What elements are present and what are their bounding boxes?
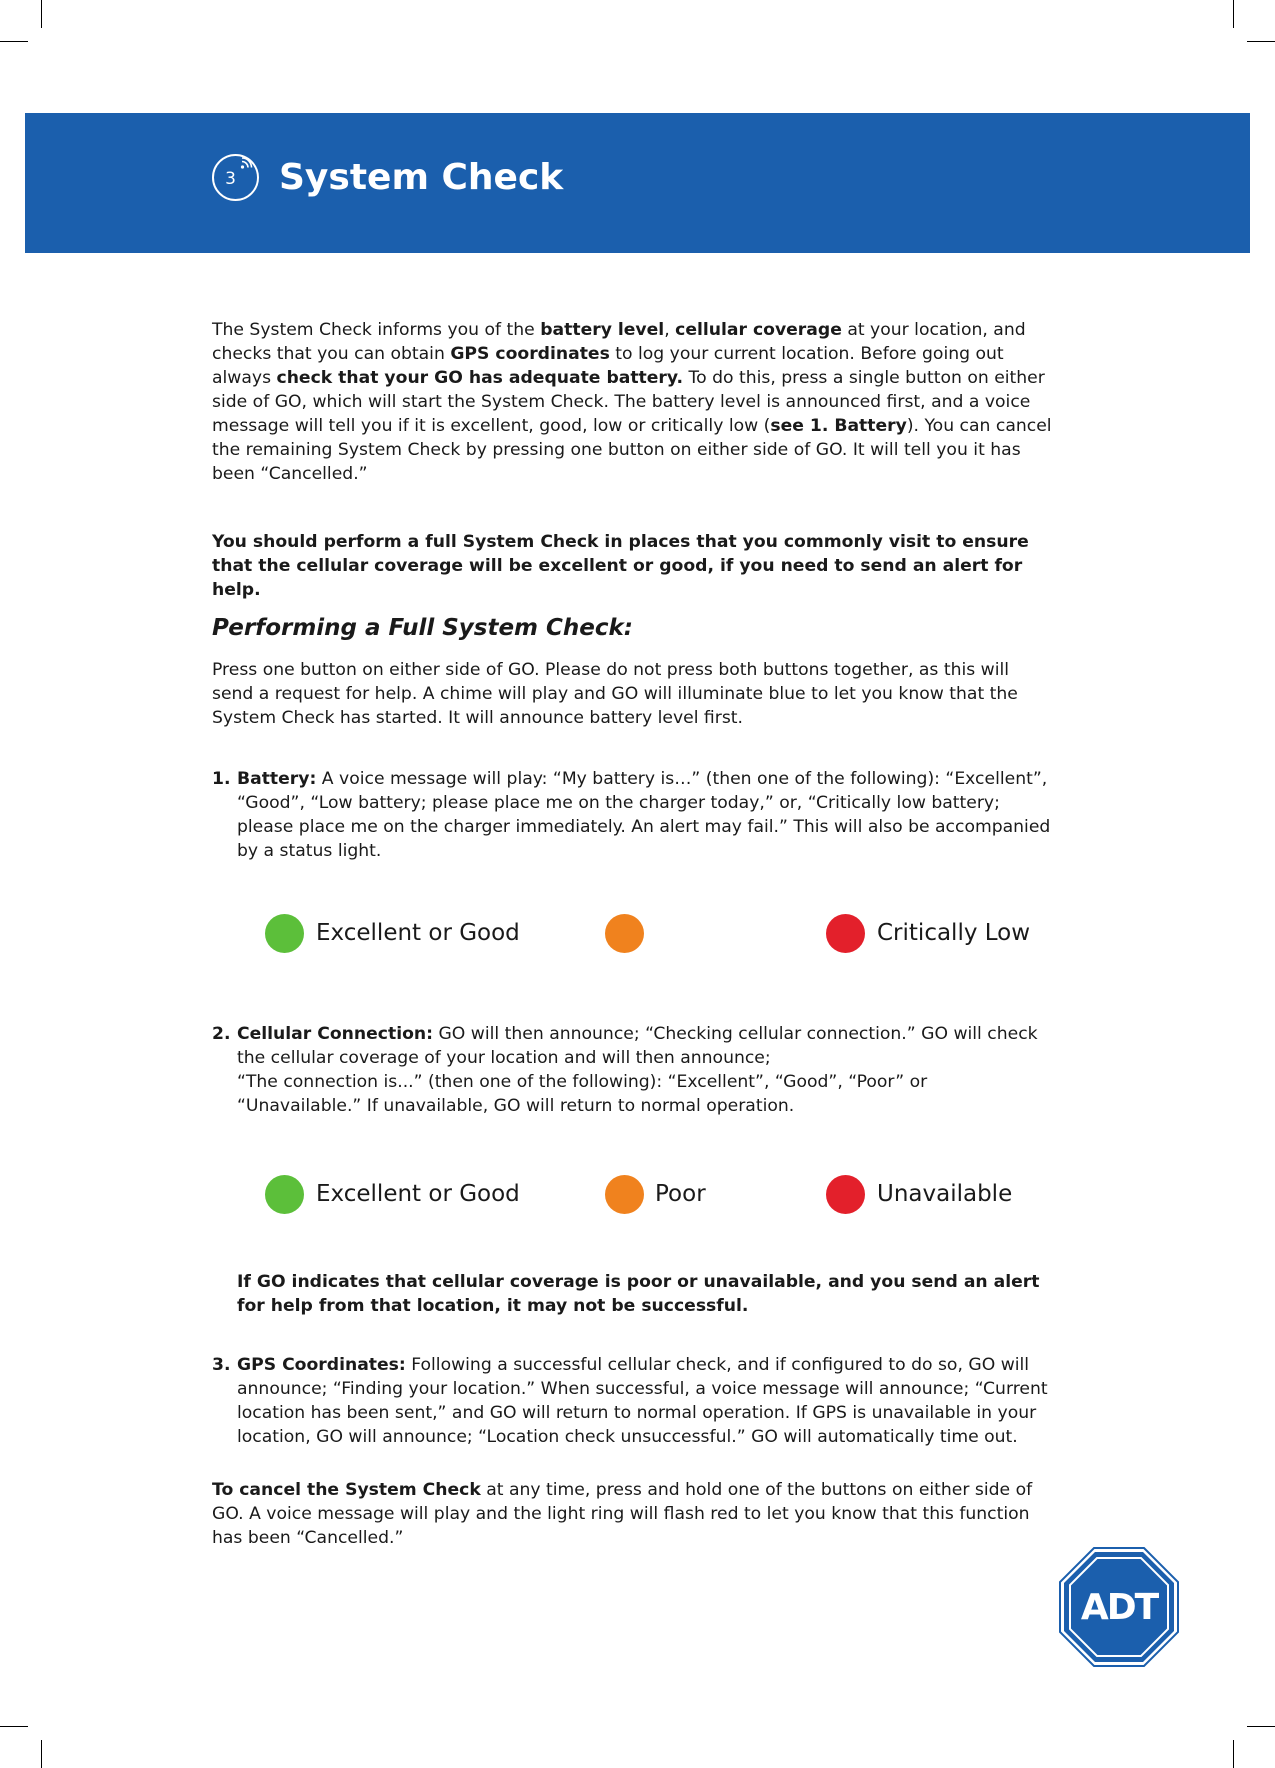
crop-mark: [41, 0, 42, 28]
press-paragraph: Press one button on either side of GO. Please do not press both buttons together, as this will send a request for help. A chime will play and GO will illuminate blue to let you know that the System Check has started. It will announce battery level first.: [212, 660, 1018, 728]
page-title: System Check: [279, 157, 564, 198]
step-number: 2.: [212, 1024, 231, 1044]
step-battery: [212, 767, 1055, 863]
crop-mark: [0, 41, 28, 42]
cancel-label: To cancel the System Check: [212, 1480, 481, 1500]
legend-label-green: Excellent or Good: [316, 920, 520, 946]
cellular-status-legend: [0, 1173, 1275, 1217]
step-label: GPS Coordinates:: [237, 1355, 406, 1375]
orange-status-light-icon: [605, 914, 644, 953]
section-subheading: Performing a Full System Check:: [212, 615, 634, 641]
step-label: Cellular Connection:: [237, 1024, 434, 1044]
legend-label-orange: Poor: [655, 1181, 706, 1207]
intro-text: at your location, and checks that you can obtain: [212, 320, 1026, 364]
crop-mark: [1247, 41, 1275, 42]
logo-text: ADT: [1080, 1587, 1158, 1628]
step-number: 3.: [212, 1355, 231, 1375]
step-text: “The connection is...” (then one of the following): “Excellent”, “Good”, “Poor” or “Unavailable.” If unavailable, GO will return to normal operation.: [237, 1072, 928, 1116]
green-status-light-icon: [265, 914, 304, 953]
intro-bold: see 1. Battery: [770, 416, 907, 436]
step-number-icon: [211, 153, 260, 202]
intro-text: To do this, press a single button on either side of GO, which will start the System Check. The battery level is announced first, and a voice message will tell you if it is excellent, good, low or critically low (: [212, 368, 1045, 436]
intro-text: ,: [664, 320, 676, 340]
red-status-light-icon: [826, 914, 865, 953]
crop-mark: [0, 1726, 28, 1727]
coverage-warning: If GO indicates that cellular coverage is poor or unavailable, and you send an alert for help from that location, it may not be successful.: [237, 1272, 1040, 1316]
legend-label-red: Critically Low: [877, 920, 1031, 946]
intro-text: to log your current location. Before going out always: [212, 344, 1004, 388]
step-gps: [212, 1353, 1055, 1449]
legend-label-red: Unavailable: [877, 1181, 1013, 1207]
intro-bold: check that your GO has adequate battery.: [276, 368, 684, 388]
step-cellular: [212, 1022, 1055, 1118]
crop-mark: [1247, 1726, 1275, 1727]
header-band: [25, 113, 1250, 253]
adt-logo: [1059, 1547, 1179, 1667]
intro-bold: cellular coverage: [675, 320, 842, 340]
advice-paragraph: You should perform a full System Check in places that you commonly visit to ensure that the cellular coverage will be excellent or good, if you need to send an alert for help.: [212, 532, 1029, 600]
step-text: Following a successful cellular check, and if configured to do so, GO will announce; “Finding your location.” When successful, a voice message will announce; “Current location has been sent,” and GO will return to normal operation. If GPS is unavailable in your location, GO will announce; “Location check unsuccessful.” GO will automatically time out.: [237, 1355, 1048, 1447]
step-label: Battery:: [237, 769, 317, 789]
step-text: A voice message will play: “My battery is…” (then one of the following): “Excellent”, “Good”, “Low battery; please place me on the charger today,” or, “Critically low battery; please place me on the charger immediately. An alert may fail.” This will also be accompanied by a status light.: [237, 769, 1051, 861]
crop-mark: [1233, 0, 1234, 28]
green-status-light-icon: [265, 1175, 304, 1214]
intro-bold: battery level: [540, 320, 665, 340]
step-text: GO will then announce; “Checking cellular connection.” GO will check the cellular coverage of your location and will then announce;: [237, 1024, 1038, 1068]
battery-status-legend: [0, 912, 1275, 956]
crop-mark: [41, 1740, 42, 1768]
step-number: 1.: [212, 769, 231, 789]
intro-text: The System Check informs you of the: [212, 320, 541, 340]
orange-status-light-icon: [605, 1175, 644, 1214]
intro-paragraph: [212, 318, 1055, 486]
red-status-light-icon: [826, 1175, 865, 1214]
step-number: 3: [225, 169, 236, 189]
intro-bold: GPS coordinates: [450, 344, 610, 364]
cancel-text: at any time, press and hold one of the buttons on either side of GO. A voice message will play and the light ring will flash red to let you know that this function has been “Cancelled.”: [212, 1480, 1033, 1548]
crop-mark: [1233, 1740, 1234, 1768]
cancel-paragraph: [212, 1478, 1055, 1550]
legend-label-green: Excellent or Good: [316, 1181, 520, 1207]
intro-text: ). You can cancel the remaining System Check by pressing one button on either side of GO. It will tell you it has been “Cancelled.”: [212, 416, 1052, 484]
